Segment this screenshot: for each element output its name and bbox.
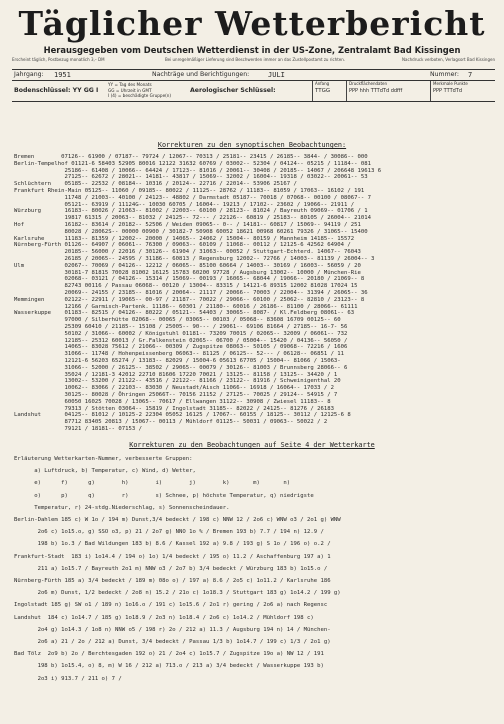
observation-correction-line: 20069-- 24155 / 23185-- 81016 / 20064-- 21117 / 20066-- 70003 / 22004-- 31394 / 26065-- 36 xyxy=(14,290,368,296)
surface-key-legend: YY = Tag des Monats GG = Uhrzeit in GMT I (4) = beschädigte Gruppe(n) xyxy=(108,82,172,98)
map-correction-line: o) p) q) r) s) Schnee, p) höchste Temperatur, q) niedrigste xyxy=(14,492,314,499)
number-label: Nummer: xyxy=(430,71,459,78)
corrections-label: Nachträge und Berichtigungen: xyxy=(152,71,250,78)
observation-correction-line: 19817 61315 / 20063-- 81032 / 24125-- 72--- / 22126-- 60819 / 25183-- 80105 / 26004-- 21014 xyxy=(14,215,371,222)
surface-key-label: Bodenschlüssel: YY GG I xyxy=(14,87,99,94)
observation-correction-line: 30181-7 81815 70028 81002 16125 15783 60200 97728 / Augsburg 13002-- 10000 / München-Rie xyxy=(14,269,361,276)
observation-correction-line: Hof 16182-- 83614 / 20182-- 52506 / Weiden 09065-- 0-- / 14181-- 60817 / 15069-- 94119 / 251 xyxy=(14,222,361,228)
fineprint-left: Erscheint täglich, Postbezug monatlich 3,– DM xyxy=(12,57,105,62)
map-correction-line: Landshut 184 c) 1o14.7 / 185 g) 1o18.9 / 2o3 n) 1o18.4 / 2o6 c) 1o14.2 / Mühldorf 198 c) xyxy=(14,614,314,621)
observation-correction-line: Bremen 07126-- 61900 / 07187-- 79724 / 12067-- 70313 / 25181-- 23415 / 26185-- 3844- / 30086-- 000 xyxy=(14,154,368,160)
observation-correction-line: 26185 / 20065-- 24595 / 31186-- 60813 / Regensburg 12002-- 72766 / 14003-- 81139 / 26004-- 3 xyxy=(14,256,375,262)
observation-correction-line: 31066-- 11748 / Hohenpeissenberg 06063-- 81125 / 06125-- 52--- / 06128-- 06851 / 11 xyxy=(14,351,345,358)
map-correction-line: Ingolstadt 185 g) SW o1 / 189 n) 1o16.o / 191 c) 1o15.6 / 2o1 r) gering / 2o6 a) nach Regensc xyxy=(14,602,328,609)
map-correction-line: Temperatur, r) 24-stdg.Niederschlag, s) Sonnenscheindauer. xyxy=(14,504,230,511)
year-label: Jahrgang: xyxy=(14,71,44,78)
masthead-title: Täglicher Wetterbericht xyxy=(18,4,486,43)
observation-correction-line: 87712 83405 20813 / 15067-- 00113 / Mühldorf 01125-- 50031 / 09063-- 50022 / 2 xyxy=(14,419,328,426)
fineprint-center: Bei unregelmäßiger Lieferung sind Beschwerden immer an das Zustellpostamt zu richten. xyxy=(164,57,346,62)
map-correction-line: Frankfurt-Stadt 183 i) 1o14.4 / 194 o) 1o) 1/4 bedeckt / 195 o) 11.2 / Aschaffenburg 197 a) 1 xyxy=(14,553,331,560)
observation-correction-line: 12121-6 56203 65274 / 13183-- 82029 / 15004-6 05613 67705 / 15004-- 81066 / 15063- xyxy=(14,358,341,364)
map-correction-line: a) Luftdruck, b) Temperatur, c) Wind, d) Wetter, xyxy=(14,468,196,475)
section1-title: Korrekturen zu den synoptischen Beobachtungen: xyxy=(157,141,347,149)
map-correction-line: 211 a) 1o15.7 / Bayreuth 2o1 m) NNW o3 / 2o7 b) 3/4 bedeckt / Würzburg 183 b) 1o15.o / xyxy=(14,565,328,572)
observation-correction-line: 12185-- 25312 60013 / Gr.Falkenstein 02065-- 06700 / 05004-- 15420 / 04136-- 56050 / xyxy=(14,337,348,344)
observation-correction-line: 13002-- 53200 / 21122-- 43516 / 22122-- 81166 / 23122-- 81916 / Schweinigenthal 20 xyxy=(14,378,341,385)
map-correction-line: 2o6 m) Dunst, 1/2 bedeckt / 2o8 n) 15.2 / 21o c) 1o18.3 / Stuttgart 183 g) 1o14.2 / 199 g) xyxy=(14,590,341,597)
number-value: 7 xyxy=(468,71,473,79)
observation-correction-line: Karlsruhe 11183-- 81359 / 12002-- 20000 / 14065-- 24062 / 15004-- 80159 / Mannheim 14185-- 15572 xyxy=(14,235,355,242)
section2-title: Korrekturen zu den Beobachtungen auf Seite 4 der Wetterkarte xyxy=(129,441,375,449)
observation-correction-line: 82743 00116 / Passau 06068-- 00120 / 13004-- 83315 / 14121-6 89315 12002 81028 17024 15 xyxy=(14,283,358,290)
issue-header-row xyxy=(12,69,495,81)
map-correction-line: 198 b) 1o15.4, o) 8, m) W 16 / 212 a) 713.o / 213 a) 3/4 bedeckt / Wasserkuppe 193 b) xyxy=(14,663,324,670)
observation-correction-line: 79313 / Stötten 03064-- 15819 / Ingolstadt 31185-- 82022 / 24125-- 81276 / 26183 xyxy=(14,405,334,412)
map-correction-line: 198 b) 1o.3 / Bad Wildungen 183 b) 8.6 / Kassel 192 a) 9.8 / 193 g) S 1o / 196 o) o.2 / xyxy=(14,541,331,548)
code-table-pressure: Druckflächendaten PPP hhh TTTdTd ddfff xyxy=(346,81,429,101)
observation-correction-line: 79121 / 18181-- 07153 / xyxy=(14,426,142,432)
code-table-points: Merkmale Punkte PPP TTTdTd xyxy=(430,81,496,101)
map-correction-line: Bad Tölz 2o9 b) 2o / Berchtesgaden 192 o) 21 / 2o4 c) 1o15.7 / Zugspitze 19o a) NW 12 / 191 xyxy=(14,651,324,658)
observation-correction-line: Memmingen 02122-- 22911 / 19065-- 00-97 / 21187-- 70022 / 29066-- 60100 / 25062-- 82810 / 23123-- 8 xyxy=(14,296,365,303)
map-correction-line: 2o3 i) 913.7 / 211 o) 7 / xyxy=(14,675,122,682)
observation-correction-line: Schlüchtern 05185-- 22532 / 08184-- 10316 / 20124-- 22716 / 22014-- 53906 25167 / xyxy=(14,181,297,188)
key-code-row xyxy=(12,81,495,102)
map-correction-line: Nürnberg-Fürth 185 a) 3/4 bedeckt / 189 m) 08o o) / 197 a) 8.6 / 2o5 c) 1o11.2 / Karlsruhe 186 xyxy=(14,578,331,584)
observation-correction-line: 80028 / 28062S-- 00000 00900 / 30182-7 50908 60052 18621 00968 60261 79326 / 31065-- 15400 xyxy=(14,228,368,235)
year-value: 1951 xyxy=(54,71,71,79)
observation-correction-line: 05121-- 63919 / 11124G-- 10030 60705 / 16004-- 19213 / 17102-- 23602 / 19066-- 21911 / xyxy=(14,201,355,208)
observation-correction-line: 14065-- 83028 75612 / 21066-- 00309 / Zugspitze 08063-- 50105 / 09068-- 72216 / 1606 xyxy=(14,344,348,351)
observation-correction-line: 02068-- 03121 / 04126-- 15314 / 15069-- 00193 / 16065-- 68044 / 19066-- 20180 / 21069-- 8 xyxy=(14,276,365,283)
aerological-key-label: Aerologischer Schlüssel: xyxy=(190,87,276,94)
observation-correction-line: 11748 / 21003-- 40100 / 24123-- 48802 / Darmstadt 05187-- 70018 / 07068-- 00100 / 08067-- 7 xyxy=(14,194,371,201)
observation-correction-line: 20185-- 56000 / 22016 / 30126-- 61904 / 31063-- 00052 / Stuttgart-Echterd. 14067-- 76043 xyxy=(14,249,361,256)
observation-correction-line: 25309 60410 / 21185-- 15108 / 25005-- 90--- / 29061-- 69106 81664 / 27185-- 16-7- 56 xyxy=(14,324,348,330)
month-value: JULI xyxy=(268,71,285,79)
map-correction-line: e) f) g) h) i) j) k) m) n) xyxy=(14,480,291,487)
observation-correction-line: Ulm 02067-- 70069 / 04126-- 12212 / 06065-- 85100 60664 / 14003-- 30169 / 16003-- 56059 / 20 xyxy=(14,262,361,269)
observation-correction-line: Frankfurt Rhein-Main 05125-- 11060 / 09185-- 80022 / 11125-- 28762 / 11183-- 81059 / 17063-- 16102 / 191 xyxy=(14,188,365,194)
observation-correction-line: Berlin-Tempelhof 01121-6 58403 52905 80016 12122 31632 60769 / 03002-- 52304 / 04124-- 05215 / 11184-- 081 xyxy=(14,160,371,167)
observation-correction-line: 60050 16025 70028 / 13065-- 70617 / Ellwangen 31122-- 30908 / Zwiesel 11183-- 8 xyxy=(14,398,331,405)
map-correction-line: 2o6 c) 1o15.o, g) SSO o3, p) 21 / 2o7 g) NNO 1o % / Bremen 193 b) 7.7 / 194 n) 12.9 / xyxy=(14,529,324,536)
observation-correction-line: 12166 / Garmisch-Partenk. 11186-- 60301 / 21180-- 60016 / 26186-- 81100 / 28066-- 61111 xyxy=(14,303,358,310)
map-correction-line: 2o6 a) 21 / 2o / 212 a) Dunst, 3/4 bedeckt / Passau 1/3 b) 1o14.7 / 199 c) 1/3 / 2o1 g) xyxy=(14,639,331,645)
observation-correction-line: 50102 / 31066-- 60002 / Königstuhl 01181-- 73209 70015 / 02065-- 32009 / 06061-- 732 xyxy=(14,330,348,337)
observation-correction-line: 97000 / Silberhütte 02068-- 00065 / 03065-- 00103 / 05068-- 83608 16709 00125-- 60 xyxy=(14,317,341,324)
map-correction-line: Berlin-Dahlem 185 c) W 1o / 194 m) Dunst,3/4 bedeckt / 198 c) NNW 12 / 2o6 c) WNW o3 / 2o1 g) WNW xyxy=(14,517,341,523)
map-correction-line: Erläuterung Wetterkarten-Nummer, verbesserte Gruppen: xyxy=(14,456,193,462)
observation-correction-line: Landshut 04125-- 81012 / 10125-2 22304 05052 16125 / 17067-- 60155 / 18125-- 30112 / 12125-6 8 xyxy=(14,412,351,419)
observation-correction-line: 30125-- 80028 / Öhringen 25066T-- 70156 21152 / 27125-- 70025 / 29124-- 54915 / 7 xyxy=(14,392,338,398)
observation-correction-line: 27125-- 62672 / 28021-- 14181-- 43817 / 15069-- 32002 / 16004-- 19318 / 03022-- 20061-- 53 xyxy=(14,174,368,181)
observation-correction-line: 25186-- 61408 / 10066-- 64424 / 17123-- 81016 / 20061-- 30408 / 20185-- 14067 / 206648 19613 6 xyxy=(14,167,382,174)
code-table-start: Anfang TTGG xyxy=(312,81,345,101)
observation-correction-line: 10062-- 83066 / 22103-- 83030 / Neustadt/Aisch 11066-- 16918 / 16064-- 17033 / 2 xyxy=(14,385,334,392)
observation-correction-line: Würzburg 16183-- 80026 / 21063-- 81002 / 22003-- 60100 / 28123-- 81024 / Bayreuth 09069-- 01706 / 1 xyxy=(14,208,368,215)
observation-correction-line: 35024 / 12181-3 42012 22710 81606 17220 70021 / 13125-- 81158 / 13125-- 34420 / 1 xyxy=(14,371,338,378)
observation-correction-line: 31066-- 52000 / 26125-- 38502 / 29065-- 00079 / 30126-- 81003 / Brunnsberg 28066-- 6 xyxy=(14,364,348,371)
observation-correction-line: Nürnberg-Fürth 01126-- 64907 / 06061-- 76300 / 09063-- 60109 / 11068-- 00112 / 12125-6 42562 64904 / xyxy=(14,242,351,249)
observation-correction-line: Wasserkuppe 01183-- 82515 / 04126-- 80222 / 05121-- 54403 / 30065-- 8087- / Kl.Feldberg 08061-- 63 xyxy=(14,310,355,317)
masthead-subtitle: Herausgegeben vom Deutschen Wetterdienst in der US-Zone, Zentralamt Bad Kissingen xyxy=(43,45,461,55)
map-correction-line: 2o4 g) 1o14.3 / 1o8 n) NNW o5 / 198 r) 2o / 212 a) 11.3 / Augsburg 194 n) 14 / München- xyxy=(14,626,331,633)
fineprint-right: Nachdruck verboten, Verlagsort Bad Kissingen xyxy=(402,57,495,62)
